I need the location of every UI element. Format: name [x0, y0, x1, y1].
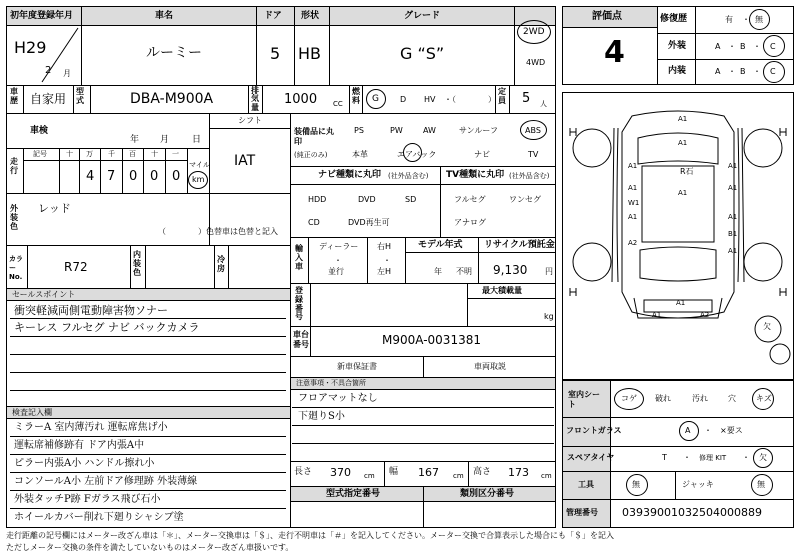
grade-value: G “S” [400, 44, 445, 63]
fuel-other: ・（ ） [444, 95, 496, 104]
equip-tv: TV [528, 150, 539, 159]
height-unit: cm [541, 472, 552, 480]
spare-label: スペアタイヤ [567, 453, 615, 462]
equip-airbag: エアバック [397, 150, 437, 159]
mileage-label: 走行 [10, 157, 18, 175]
mileage-unit-5: 十 [151, 150, 158, 158]
repair-label: 修復歴 [660, 14, 688, 24]
color-label: 外装色 [10, 204, 18, 231]
equip-ps: PS [354, 126, 364, 135]
height-value: 173 [508, 466, 529, 479]
diag-a1-hood-l: A1 [628, 162, 638, 170]
mileage-mile-label: マイル [189, 161, 210, 169]
category-label: 車歴 [10, 87, 18, 105]
equipment-label: 装備品に丸印 [294, 127, 334, 147]
seat-label: 室内シート [568, 390, 600, 410]
mileage-km: km [192, 175, 205, 184]
fuel-hv: HV [424, 95, 436, 104]
diag-a1-front: A1 [678, 189, 688, 197]
jack-value: 無 [757, 480, 765, 489]
diag-a1-door-l: A1 [628, 213, 638, 221]
inspector-note-6: ホイールカバー削れ下廻りシャシブ塗 [14, 512, 184, 523]
model-year-label: モデル年式 [418, 240, 463, 250]
color-value: レッド [38, 202, 71, 215]
reg-month: 2 [45, 65, 52, 76]
notice-line-1: フロアマットなし [298, 393, 378, 404]
footer-note-2: ただしメーター交換の条件を満たしていないものはメーター改ざん車扱いです。 [6, 543, 294, 552]
diag-fracture: 欠 [763, 322, 771, 331]
jack-label: ジャッキ [682, 480, 714, 489]
fuel-g: G [372, 94, 379, 104]
import-dot-1: ・ [334, 256, 342, 265]
capacity-value: 5 [522, 91, 531, 106]
recycle-unit: 円 [545, 267, 553, 276]
windshield-x: ×要ス [720, 426, 743, 435]
inspector-note-4: コンソールA小 左前ドア修理跡 外装薄線 [14, 476, 198, 487]
displacement-value: 1000 [284, 92, 318, 107]
body-shape: HB [298, 44, 322, 63]
width-unit: cm [453, 472, 464, 480]
length-value: 370 [330, 466, 351, 479]
windshield-dot: ・ [704, 426, 712, 435]
import-dealer: ディーラー [319, 242, 359, 251]
repair-yes: 有 [725, 15, 733, 24]
mileage-digit-5: 0 [172, 169, 181, 184]
interior-color-label: 内装色 [133, 250, 141, 277]
mileage-record-label: 記号 [33, 150, 47, 158]
mileage-unit-6: 一 [172, 150, 179, 158]
fuel-label: 燃料 [352, 87, 360, 105]
equip-sunroof: サンルーフ [459, 126, 498, 135]
diag-a2-l: A2 [628, 239, 638, 247]
import-right: 右H [377, 242, 392, 251]
equip-aw: AW [423, 126, 436, 135]
shift-label: シフト [238, 116, 262, 125]
mileage-unit-2: 万 [86, 150, 93, 158]
mileage-digit-1: 4 [86, 169, 95, 184]
exterior-c: C [770, 42, 776, 51]
diag-a2-bumper-r: A2 [700, 311, 710, 319]
interior-dot-2: ・ [753, 67, 761, 76]
import-dot-2: ・ [383, 256, 391, 265]
diag-a1-rear: A1 [678, 139, 688, 147]
mileage-unit-1: 十 [66, 150, 73, 158]
navi-cd: CD [308, 218, 320, 227]
inspector-notes-label: 検査記入欄 [12, 408, 52, 417]
navi-dvd-play: DVD再生可 [348, 218, 390, 227]
tools-value: 無 [632, 480, 640, 489]
model-year-unit: 年 [434, 267, 442, 276]
color-no-label: カラーNo. [9, 255, 23, 282]
spare-t: T [662, 453, 667, 462]
recycle-value: 9,130 [493, 263, 528, 277]
interior-b: B [740, 67, 746, 76]
footer-note-1: 走行距離の記号欄にはメーター改ざん車は「＊」、メーター交換車は「＄」、走行不明車は「＃」を記入してください。メーター交換で合算表示した場合にも「＄」を記入 [6, 531, 614, 540]
exterior-dot-1: ・ [728, 42, 736, 51]
car-diagram [562, 92, 794, 380]
drive-4wd: 4WD [526, 58, 546, 67]
mileage-digit-4: 0 [150, 169, 159, 184]
exterior-a: A [715, 42, 721, 51]
length-unit: cm [364, 472, 375, 480]
navi-hdd: HDD [308, 195, 327, 204]
owner-manual: 車両取説 [474, 362, 506, 371]
chassis-value: M900A-0031381 [382, 333, 481, 347]
ac-label: 冷房 [217, 255, 225, 273]
tools-label: 工具 [578, 480, 594, 489]
import-left: 左H [377, 267, 392, 276]
import-label: 輸入車 [295, 244, 303, 271]
capacity-unit: 人 [540, 100, 547, 108]
diag-a1-top: A1 [678, 115, 688, 123]
equipment-sub: (純正のみ) [294, 151, 328, 159]
notice-line-2: 下廻りS小 [298, 411, 345, 422]
mileage-digit-2: 7 [107, 169, 116, 184]
windshield-label: フロントガラス [566, 426, 622, 435]
exterior-dot-2: ・ [753, 42, 761, 51]
repair-dot: ・ [742, 15, 750, 24]
notices-label: 注意事項・不具合箇所 [296, 379, 366, 387]
sales-point-line-2: キーレス フルセグ ナビ バックカメラ [14, 321, 200, 334]
interior-c: C [770, 67, 776, 76]
color-note: （ ）色替車は色替と記入 [158, 227, 278, 236]
color-no-value: R72 [64, 260, 88, 274]
navi-sub: (社外品含む) [388, 172, 429, 180]
seat-dirt: 汚れ [692, 394, 708, 403]
interior-a: A [715, 67, 721, 76]
first-reg-label: 初年度登録年月 [10, 11, 74, 21]
registration-label: 登録番号 [295, 286, 303, 322]
reg-year: H29 [14, 38, 47, 57]
spare-dot-1: ・ [683, 453, 691, 462]
exterior-b: B [740, 42, 746, 51]
tv-label: TV種類に丸印 [446, 170, 505, 180]
diag-a1-door-r: A1 [728, 213, 738, 221]
new-warranty: 新車保証書 [337, 362, 377, 371]
interior-grade-label: 内装 [668, 66, 687, 76]
model-year-unknown: 不明 [456, 267, 472, 276]
tv-fullseg: フルセグ [454, 195, 486, 204]
drive-2wd: 2WD [523, 27, 545, 37]
class-no-label: 類別区分番号 [460, 489, 515, 499]
inspection-label: 車検 [30, 126, 49, 136]
tv-analog: アナログ [454, 218, 486, 227]
spare-dot-2: ・ [742, 453, 750, 462]
model-value: DBA-M900A [130, 91, 214, 107]
displacement-label: 排気量 [251, 86, 259, 112]
car-name: ルーミー [146, 45, 202, 61]
inspection-day-unit: 日 [192, 135, 202, 145]
shape-label: 形状 [301, 11, 320, 21]
equip-pw: PW [390, 126, 403, 135]
navi-sd: SD [405, 195, 417, 204]
type-spec-label: 型式指定番号 [326, 489, 381, 499]
sales-point-label: セールスポイント [12, 290, 76, 299]
mgmt-value: 03939001032504000889 [622, 506, 762, 519]
door-label: ドア [264, 11, 282, 21]
height-label: 高さ [473, 467, 492, 477]
capacity-label: 定員 [498, 87, 506, 105]
diag-a1-side-r: A1 [728, 247, 738, 255]
mileage-unit-4: 百 [129, 150, 136, 158]
score-value: 4 [604, 35, 625, 70]
equip-abs: ABS [525, 126, 541, 135]
shift-value: IAT [234, 153, 256, 169]
windshield-a: A [685, 426, 691, 435]
exterior-grade-label: 外装 [668, 41, 687, 51]
spare-repair-kit: 修理 KIT [699, 454, 727, 462]
seat-tear: 破れ [655, 394, 671, 403]
reg-month-unit: 月 [63, 69, 71, 78]
width-label: 幅 [389, 467, 399, 477]
diag-w1: W1 [628, 199, 640, 207]
inspection-month-unit: 月 [160, 135, 170, 145]
fuel-d: D [400, 95, 407, 104]
diag-a1-fender-l: A1 [628, 184, 638, 192]
mgmt-label: 管理番号 [566, 508, 598, 517]
tv-oneseg: ワンセグ [509, 195, 541, 204]
mileage-unit-3: 千 [108, 150, 115, 158]
diag-b1: B1 [728, 230, 738, 238]
import-parallel: 並行 [328, 267, 344, 276]
seat-burn: コゲ [621, 394, 637, 403]
recycle-label: リサイクル預託金 [484, 240, 555, 250]
seat-scratch: キズ [756, 394, 772, 403]
diag-a1-fender-r: A1 [728, 184, 738, 192]
navi-label: ナビ種類に丸印 [318, 170, 382, 180]
navi-dvd: DVD [358, 195, 376, 204]
inspector-note-1: ミラーA 室内薄汚れ 運転席焦げ小 [14, 422, 168, 433]
inspector-note-5: 外装タッチP跡 Fガラス飛び石小 [14, 494, 161, 505]
equip-navi: ナビ [474, 150, 490, 159]
displacement-unit: CC [333, 100, 343, 108]
mileage-digit-3: 0 [129, 169, 138, 184]
diag-ring: R石 [680, 167, 694, 176]
spare-absent: 欠 [759, 453, 767, 462]
diag-a1-hood-r: A1 [728, 162, 738, 170]
max-load-unit: kg [544, 312, 554, 321]
interior-dot-1: ・ [728, 67, 736, 76]
sales-point-line-1: 衝突軽減両側電動障害物ソナー [14, 304, 168, 317]
repair-no: 無 [755, 15, 763, 24]
diag-a1-bumper-l: A1 [652, 311, 662, 319]
chassis-label: 車台番号 [293, 330, 309, 349]
car-name-label: 車名 [155, 11, 174, 21]
diag-a1-under: A1 [676, 299, 686, 307]
score-label: 評価点 [592, 11, 622, 22]
category-value: 自家用 [30, 92, 67, 106]
equip-leather: 本革 [352, 150, 368, 159]
max-load-label: 最大積載量 [482, 286, 522, 295]
inspector-note-2: 運転席補修跡有 ドア内張A中 [14, 440, 145, 451]
model-label: 型式 [76, 87, 84, 105]
grade-label: グレード [404, 11, 441, 21]
inspector-note-3: ピラー内張A小 ハンドル擦れ小 [14, 458, 155, 469]
tv-sub: (社外品含む) [509, 172, 550, 180]
seat-hole: 穴 [728, 394, 736, 403]
inspection-year-unit: 年 [130, 135, 140, 145]
length-label: 長さ [294, 467, 313, 477]
width-value: 167 [418, 466, 439, 479]
door-count: 5 [270, 44, 281, 63]
